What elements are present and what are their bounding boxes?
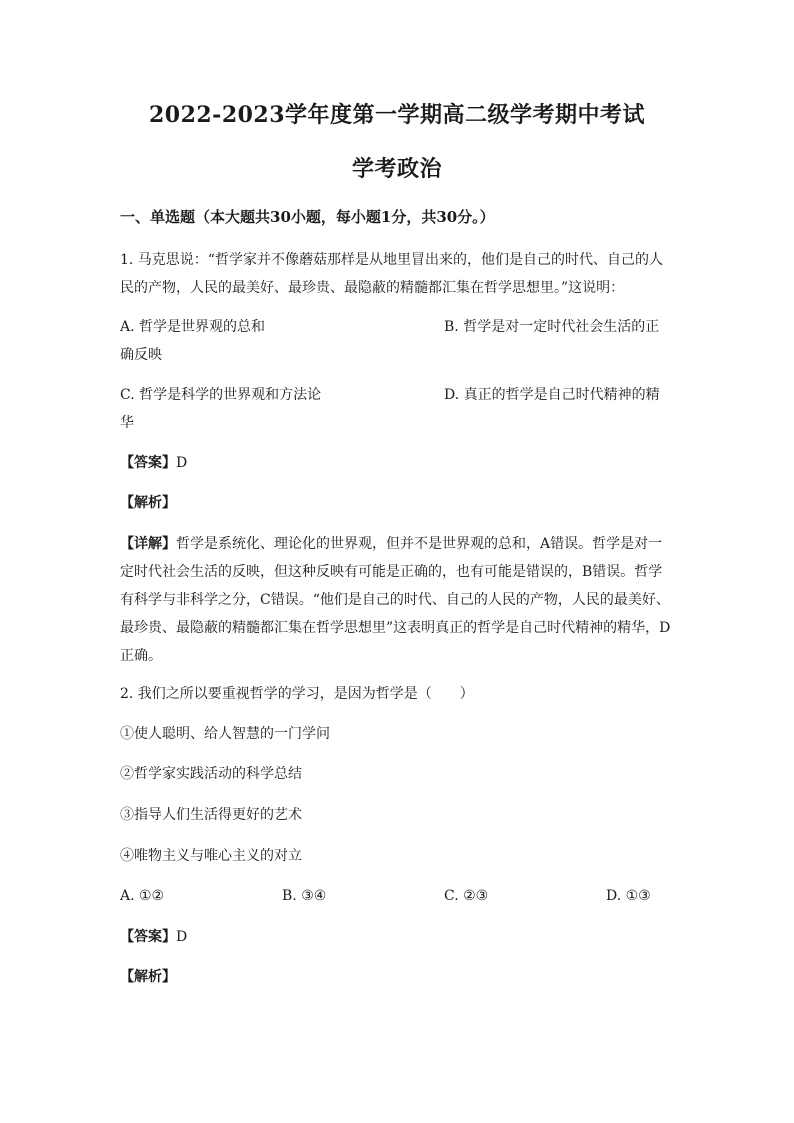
q1-detail-line2: 定时代社会生活的反映，但这种反映有可能是正确的，也有可能是错误的，B错误。哲学 [120,564,663,580]
q1-stem-line2: 民的产物，人民的最美好、最珍贵、最隐蔽的精髓都汇集在哲学思想里。”这说明： [120,280,625,296]
answer-tag: 【答案】 [120,455,176,471]
detail-tag: 【详解】 [120,536,176,552]
q1-detail-line5: 正确。 [120,648,162,664]
q1-option-d-wrap: 华 [120,415,134,431]
q2-option-c: C. ②③ [444,888,489,904]
answer-value: D [176,455,188,471]
section-heading: 一、单选题（本大题共30小题，每小题1分，共30分。） [120,208,495,226]
q1-option-c: C. 哲学是科学的世界观和方法论 [120,387,322,403]
q1-answer [120,449,187,477]
q1-option-b-wrap: 确反映 [120,347,162,363]
q1-detail-line3: 有科学与非科学之分，C错误。“他们是自己的时代、自己的人民的产物，人民的最美好、 [120,592,670,608]
q2-answer [120,923,187,951]
detail-text: 哲学是系统化、理论化的世界观，但并不是世界观的总和，A错误。哲学是对一 [176,536,663,552]
q2-option-b: B. ③④ [282,888,327,904]
q2-option-d: D. ①③ [606,888,651,904]
q1-detail-line1 [120,530,662,558]
q2-option-a: A. ①② [120,888,165,904]
q1-option-a: A. 哲学是世界观的总和 [120,319,266,335]
page-subtitle: 学考政治 [351,156,442,182]
q2-stem: 2. 我们之所以要重视哲学的学习，是因为哲学是（ ） [120,686,474,702]
q2-item-4: ④唯物主义与唯心主义的对立 [120,848,302,864]
q2-item-1: ①使人聪明、给人智慧的一门学问 [120,726,330,742]
answer-tag: 【答案】 [120,929,176,945]
q1-option-d: D. 真正的哲学是自己时代精神的精 [444,387,660,403]
q2-item-2: ②哲学家实践活动的科学总结 [120,766,302,782]
q1-option-b: B. 哲学是对一定时代社会生活的正 [444,319,660,335]
q1-analysis-tag: 【解析】 [120,495,176,511]
q2-item-3: ③指导人们生活得更好的艺术 [120,807,302,823]
q1-detail-line4: 最珍贵、最隐蔽的精髓都汇集在哲学思想里”这表明真正的哲学是自己时代精神的精华，D [120,620,671,636]
page-title: 2022-2023学年度第一学期高二级学考期中考试 [148,102,646,128]
q1-stem-line1: 1. 马克思说：“哲学家并不像蘑菇那样是从地里冒出来的，他们是自己的时代、自己的人 [120,252,663,268]
q2-analysis-tag: 【解析】 [120,969,176,985]
answer-value: D [176,929,188,945]
